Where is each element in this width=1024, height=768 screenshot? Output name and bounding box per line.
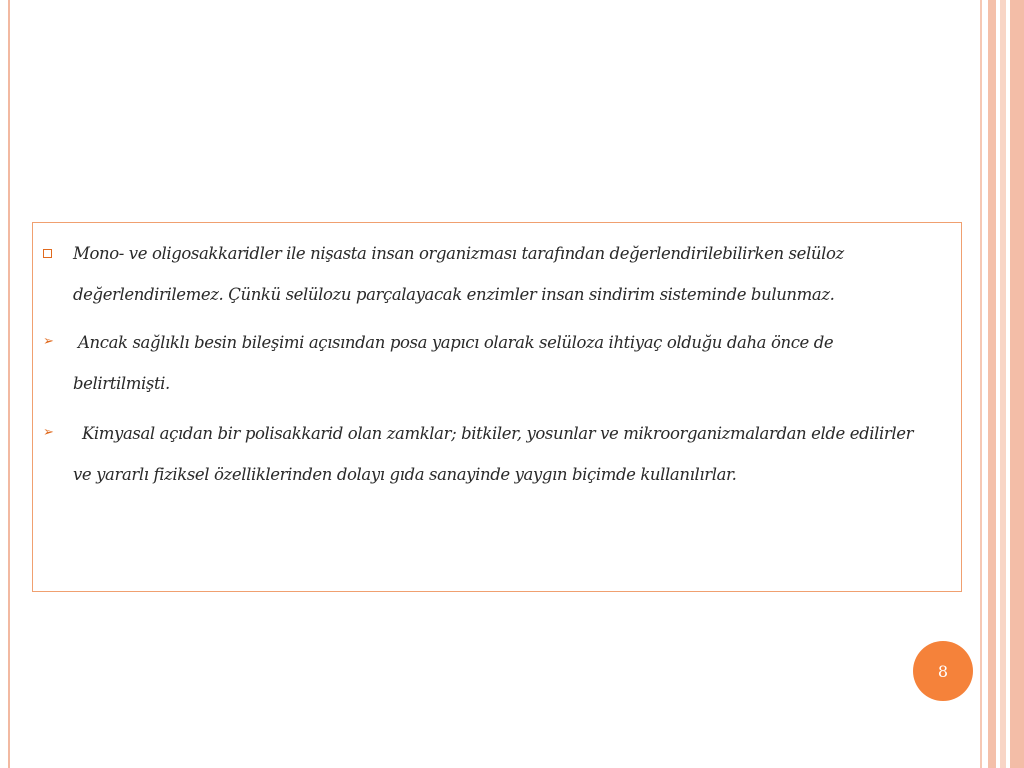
bullet-text: Mono- ve oligosakkaridler ile nişasta insan organizması tarafından değerlendirilebilirken selüloz değerlendirilemez. Çünkü selülozu parçalayacak enzimler insan sindirim sisteminde bulunmaz.	[73, 244, 844, 304]
stripe	[980, 0, 982, 768]
page-number-badge: 8	[913, 641, 973, 701]
stripe	[1010, 0, 1024, 768]
bullet-text: Ancak sağlıklı besin bileşimi açısından posa yapıcı olarak selüloza ihtiyaç olduğu daha önce de belirtilmişti.	[73, 333, 834, 393]
bullet-text: Kimyasal açıdan bir polisakkarid olan zamklar; bitkiler, yosunlar ve mikroorganizmalardan elde edilirler ve yararlı fiziksel özelliklerinden dolayı gıda sanayinde yaygın biçimde kullanılırlar.	[73, 424, 914, 484]
square-bullet-icon	[43, 249, 52, 258]
stripe	[1000, 0, 1006, 768]
arrow-bullet-icon: ➢	[43, 334, 54, 349]
arrow-bullet-icon: ➢	[43, 425, 54, 440]
content-box	[32, 222, 962, 592]
right-decorative-stripes	[980, 0, 1024, 768]
left-border-stripe	[8, 0, 10, 768]
stripe	[988, 0, 996, 768]
